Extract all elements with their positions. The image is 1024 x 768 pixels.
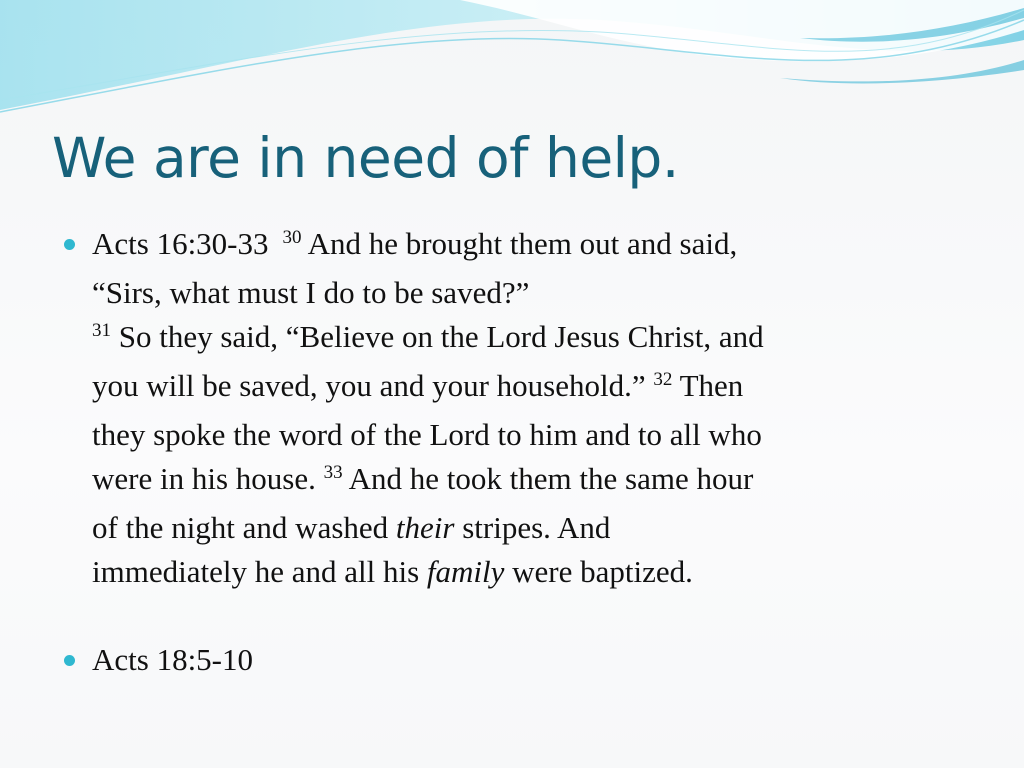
verse-number: 33 bbox=[323, 462, 343, 483]
verse-number: 31 bbox=[92, 320, 111, 341]
slide-title: We are in need of help. bbox=[52, 126, 679, 190]
bullet-item-acts-16 bbox=[64, 222, 964, 594]
verse-number: 32 bbox=[653, 369, 673, 390]
text-line bbox=[92, 222, 964, 271]
text-line bbox=[92, 413, 964, 457]
text-line bbox=[92, 457, 964, 506]
verse-text: immediately he and all his bbox=[92, 554, 420, 589]
italic-word: their bbox=[395, 510, 455, 545]
verse-text: So they said, “Believe on the Lord Jesus Christ, and bbox=[118, 319, 764, 354]
verse-text: stripes. And bbox=[462, 510, 611, 545]
bullet-item-acts-18 bbox=[64, 638, 964, 682]
text-line bbox=[92, 271, 964, 315]
verse-text: of the night and washed bbox=[92, 510, 389, 545]
verse-text: you will be saved, you and your household.” bbox=[92, 368, 646, 403]
verse-text: And he brought them out and said, bbox=[307, 226, 738, 261]
text-line bbox=[92, 506, 964, 550]
verse-text: Then bbox=[679, 368, 744, 403]
text-line bbox=[92, 638, 964, 682]
scripture-reference: Acts 16:30-33 bbox=[92, 226, 269, 261]
bullet-dot-icon bbox=[64, 239, 75, 250]
wave-banner-decoration bbox=[0, 0, 1024, 120]
verse-text: And he took them the same hour bbox=[348, 461, 754, 496]
verse-text: were baptized. bbox=[512, 554, 693, 589]
verse-text: “Sirs, what must I do to be saved?” bbox=[92, 275, 530, 310]
scripture-reference: Acts 18:5-10 bbox=[92, 642, 254, 677]
text-line bbox=[92, 364, 964, 413]
italic-word: family bbox=[426, 554, 505, 589]
text-line bbox=[92, 550, 964, 594]
verse-text: were in his house. bbox=[92, 461, 316, 496]
text-line bbox=[92, 315, 964, 364]
verse-number: 30 bbox=[282, 227, 302, 248]
verse-text: they spoke the word of the Lord to him and to all who bbox=[92, 417, 762, 452]
slide-body bbox=[64, 222, 964, 682]
bullet-dot-icon bbox=[64, 655, 75, 666]
